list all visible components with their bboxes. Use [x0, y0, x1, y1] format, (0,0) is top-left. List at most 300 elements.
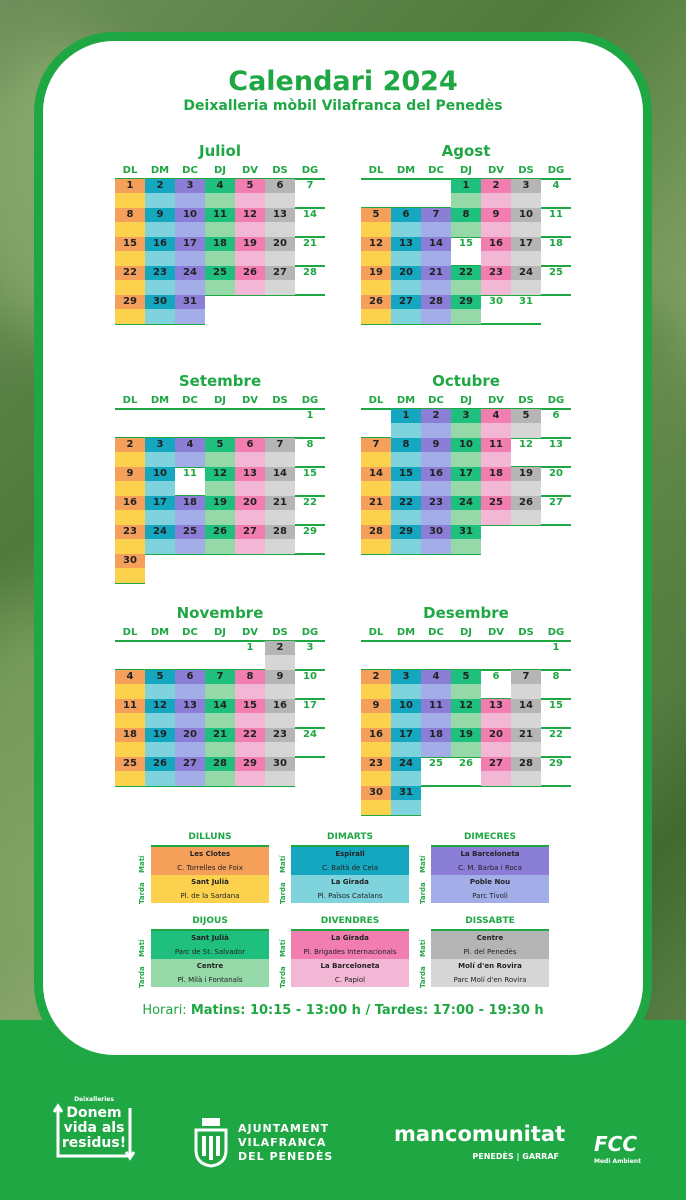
day-cell — [235, 496, 265, 525]
deixalleries-small-text: Deixalleries — [74, 1096, 114, 1103]
day-cell-bottom — [481, 713, 511, 728]
weekday-label: DM — [396, 395, 416, 406]
side-label-mati: Matí — [138, 939, 146, 957]
day-cell-bottom — [115, 481, 145, 496]
day-number: 31 — [459, 526, 473, 537]
day-cell — [541, 208, 571, 237]
day-number: 29 — [243, 758, 257, 769]
day-cell — [145, 237, 175, 266]
weekday-label: DS — [518, 165, 534, 176]
day-cell-bottom — [145, 280, 175, 295]
day-cell-bottom — [235, 713, 265, 728]
weekday-label: DL — [122, 627, 138, 638]
day-cell-bottom — [361, 800, 391, 815]
day-cell-bottom — [265, 510, 295, 525]
day-cell — [115, 554, 145, 583]
mancomunitat-sub-text: PENEDÈS | GARRAF — [472, 1152, 559, 1161]
day-cell — [145, 728, 175, 757]
day-number: 4 — [432, 671, 440, 682]
day-cell-bottom — [391, 510, 421, 525]
day-cell-bottom — [481, 771, 511, 786]
day-number: 28 — [369, 526, 383, 537]
weekday-label: DL — [122, 395, 138, 406]
day-cell-bottom — [481, 481, 511, 496]
day-cell — [421, 237, 451, 266]
day-cell — [481, 467, 511, 496]
day-number: 14 — [213, 700, 227, 711]
day-number: 16 — [153, 238, 167, 249]
day-cell — [175, 467, 205, 496]
day-cell — [175, 699, 205, 728]
day-cell — [451, 757, 481, 786]
day-cell — [361, 237, 391, 266]
deixalleries-big-text: Donem vida als residus! — [61, 1105, 127, 1151]
day-cell-bottom — [391, 423, 421, 438]
day-cell-bottom — [421, 539, 451, 554]
weekday-label: DV — [241, 627, 259, 638]
day-number: 15 — [399, 468, 413, 479]
side-label-mati: Matí — [419, 939, 427, 957]
day-cell-bottom — [175, 713, 205, 728]
day-number: 12 — [153, 700, 167, 711]
day-number: 28 — [303, 267, 317, 278]
day-cell-bottom — [235, 539, 265, 554]
day-number: 26 — [369, 296, 383, 307]
day-cell — [265, 266, 295, 295]
day-cell — [391, 467, 421, 496]
day-number: 29 — [459, 296, 473, 307]
day-cell-bottom — [115, 251, 145, 266]
day-cell-bottom — [391, 539, 421, 554]
day-cell — [511, 295, 541, 324]
day-number: 2 — [372, 671, 380, 682]
day-cell — [265, 237, 295, 266]
day-cell — [265, 757, 295, 786]
day-cell — [391, 699, 421, 728]
day-cell — [295, 208, 325, 237]
weekday-label: DL — [368, 165, 384, 176]
day-cell — [115, 670, 145, 699]
day-cell — [451, 438, 481, 467]
day-number: 28 — [213, 758, 227, 769]
day-cell — [115, 266, 145, 295]
day-cell — [145, 295, 175, 324]
day-cell — [511, 496, 541, 525]
ajuntament-logo — [190, 1116, 340, 1168]
day-number: 12 — [369, 238, 383, 249]
weekday-label: DM — [396, 165, 416, 176]
day-cell-bottom — [481, 251, 511, 266]
day-cell — [511, 467, 541, 496]
day-cell — [175, 757, 205, 786]
weekday-label: DC — [428, 165, 444, 176]
day-number: 5 — [156, 671, 164, 682]
day-number: 15 — [303, 468, 317, 479]
day-cell-bottom — [205, 481, 235, 496]
day-number: 11 — [429, 700, 443, 711]
day-number: 12 — [243, 209, 257, 220]
day-cell-bottom — [361, 309, 391, 324]
day-number: 24 — [153, 526, 167, 537]
ajuntament-text: AJUNTAMENT — [238, 1122, 330, 1135]
weekday-label: DM — [150, 627, 170, 638]
day-cell-bottom — [175, 771, 205, 786]
day-number: 20 — [489, 729, 503, 740]
day-number: 7 — [372, 439, 380, 450]
day-number: 10 — [153, 468, 167, 479]
day-cell-bottom — [361, 742, 391, 757]
day-number: 20 — [273, 238, 287, 249]
side-label-mati: Matí — [279, 855, 287, 873]
day-cell — [115, 496, 145, 525]
day-cell — [115, 699, 145, 728]
legend-afternoon-place: Sant Julià — [151, 875, 269, 889]
day-cell — [391, 438, 421, 467]
day-cell — [391, 757, 421, 786]
day-cell — [205, 438, 235, 467]
day-number: 15 — [123, 238, 137, 249]
day-number: 8 — [246, 671, 254, 682]
day-cell — [451, 179, 481, 208]
schedule-prefix: Horari: — [142, 1003, 187, 1018]
day-number: 9 — [126, 468, 134, 479]
day-number: 5 — [372, 209, 380, 220]
day-number: 27 — [243, 526, 257, 537]
day-cell — [295, 237, 325, 266]
day-number: 25 — [213, 267, 227, 278]
schedule-text: Matins: 10:15 - 13:00 h / Tardes: 17:00 - 19:30 h — [190, 1003, 544, 1018]
day-number: 10 — [459, 439, 473, 450]
weekday-label: DM — [150, 395, 170, 406]
legend-morning-address: C. Baltà de Cela — [291, 861, 409, 875]
day-number: 19 — [459, 729, 473, 740]
day-cell — [451, 467, 481, 496]
day-number: 3 — [306, 642, 314, 653]
day-number: 9 — [276, 671, 284, 682]
day-cell — [481, 699, 511, 728]
day-number: 10 — [303, 671, 317, 682]
day-cell — [295, 525, 325, 554]
day-cell-bottom — [265, 684, 295, 699]
day-cell-bottom — [361, 251, 391, 266]
day-cell-bottom — [361, 510, 391, 525]
day-cell — [481, 728, 511, 757]
day-cell — [511, 670, 541, 699]
day-cell-bottom — [175, 684, 205, 699]
day-number: 27 — [399, 296, 413, 307]
day-cell-bottom — [421, 452, 451, 467]
day-cell-bottom — [451, 222, 481, 237]
legend-afternoon-address: Parc Molí d'en Rovira — [431, 973, 549, 987]
day-number: 10 — [399, 700, 413, 711]
day-number: 8 — [462, 209, 470, 220]
day-number: 23 — [123, 526, 137, 537]
day-number: 21 — [519, 729, 533, 740]
day-cell-bottom — [175, 222, 205, 237]
day-number: 19 — [369, 267, 383, 278]
day-cell — [481, 757, 511, 786]
day-number: 22 — [399, 497, 413, 508]
day-cell — [511, 438, 541, 467]
day-cell — [205, 496, 235, 525]
day-cell-bottom — [361, 481, 391, 496]
day-cell-bottom — [175, 539, 205, 554]
day-cell-bottom — [145, 510, 175, 525]
day-number: 13 — [549, 439, 563, 450]
legend-morning-address: C. M. Barba i Roca — [431, 861, 549, 875]
day-cell — [295, 438, 325, 467]
day-cell-bottom — [265, 742, 295, 757]
day-number: 31 — [519, 296, 533, 307]
day-number: 3 — [156, 439, 164, 450]
weekday-label: DG — [547, 165, 565, 176]
day-number: 11 — [123, 700, 137, 711]
day-number: 15 — [459, 238, 473, 249]
mancomunitat-logo — [390, 1122, 565, 1168]
day-number: 16 — [123, 497, 137, 508]
day-number: 17 — [459, 468, 473, 479]
day-cell — [115, 237, 145, 266]
day-cell — [481, 670, 511, 699]
weekday-label: DS — [272, 395, 288, 406]
day-number: 22 — [123, 267, 137, 278]
day-cell-bottom — [235, 742, 265, 757]
fcc-logo — [592, 1132, 652, 1172]
day-cell — [541, 670, 571, 699]
day-number: 14 — [369, 468, 383, 479]
day-cell-bottom — [175, 309, 205, 324]
side-label-tarda: Tarda — [138, 882, 146, 904]
day-cell — [115, 525, 145, 554]
day-number: 2 — [492, 180, 500, 191]
day-number: 15 — [243, 700, 257, 711]
day-cell-bottom — [205, 539, 235, 554]
day-cell — [115, 295, 145, 324]
legend-afternoon-address: C. Papiol — [291, 973, 409, 987]
day-number: 21 — [429, 267, 443, 278]
weekday-label: DM — [150, 165, 170, 176]
weekday-label: DJ — [459, 165, 473, 176]
day-number: 13 — [273, 209, 287, 220]
day-number: 27 — [273, 267, 287, 278]
day-number: 12 — [459, 700, 473, 711]
day-number: 6 — [246, 439, 254, 450]
day-cell-bottom — [115, 452, 145, 467]
day-cell — [115, 208, 145, 237]
day-number: 27 — [489, 758, 503, 769]
day-cell — [511, 757, 541, 786]
day-number: 22 — [459, 267, 473, 278]
day-cell — [235, 179, 265, 208]
day-number: 5 — [462, 671, 470, 682]
side-label-mati: Matí — [279, 939, 287, 957]
day-cell — [205, 670, 235, 699]
day-cell-bottom — [391, 309, 421, 324]
day-cell — [481, 438, 511, 467]
day-number: 11 — [549, 209, 563, 220]
day-cell — [361, 295, 391, 324]
day-cell — [421, 670, 451, 699]
day-number: 5 — [522, 410, 530, 421]
coat-of-arms-icon — [190, 1116, 232, 1168]
day-number: 11 — [489, 439, 503, 450]
day-number: 29 — [399, 526, 413, 537]
legend-day-name: DIMECRES — [463, 832, 517, 842]
day-number: 6 — [492, 671, 500, 682]
day-number: 1 — [462, 180, 470, 191]
day-cell-bottom — [481, 452, 511, 467]
day-number: 8 — [126, 209, 134, 220]
day-number: 31 — [399, 787, 413, 798]
day-cell-bottom — [391, 684, 421, 699]
day-number: 18 — [183, 497, 197, 508]
weekday-label: DG — [301, 395, 319, 406]
day-cell-bottom — [391, 452, 421, 467]
day-cell — [541, 179, 571, 208]
vilafranca-text: VILAFRANCA — [238, 1136, 327, 1149]
day-cell-bottom — [451, 510, 481, 525]
legend-morning-address: Parc de St. Salvador — [151, 945, 269, 959]
day-cell — [205, 699, 235, 728]
day-cell — [421, 757, 451, 786]
day-number: 19 — [213, 497, 227, 508]
day-cell — [391, 409, 421, 438]
day-cell — [361, 786, 391, 815]
weekday-label: DS — [518, 395, 534, 406]
day-cell-bottom — [481, 742, 511, 757]
day-cell-bottom — [115, 222, 145, 237]
day-cell — [235, 757, 265, 786]
day-cell — [481, 208, 511, 237]
day-cell — [235, 670, 265, 699]
day-cell-bottom — [451, 309, 481, 324]
day-number: 7 — [216, 671, 224, 682]
day-cell — [265, 467, 295, 496]
day-cell — [295, 179, 325, 208]
day-cell — [391, 728, 421, 757]
day-cell-bottom — [481, 510, 511, 525]
day-cell — [145, 179, 175, 208]
day-number: 6 — [552, 410, 560, 421]
legend-morning-place: Sant Julià — [151, 931, 269, 945]
day-cell-bottom — [511, 742, 541, 757]
day-number: 23 — [369, 758, 383, 769]
day-number: 23 — [273, 729, 287, 740]
day-cell — [481, 295, 511, 324]
day-cell-bottom — [391, 800, 421, 815]
day-number: 6 — [276, 180, 284, 191]
legend-morning-place: La Barceloneta — [431, 847, 549, 861]
day-number: 13 — [399, 238, 413, 249]
day-cell — [451, 237, 481, 266]
day-cell-bottom — [265, 452, 295, 467]
day-number: 27 — [549, 497, 563, 508]
day-cell-bottom — [511, 222, 541, 237]
day-cell-bottom — [235, 771, 265, 786]
day-number: 26 — [519, 497, 533, 508]
day-cell — [541, 266, 571, 295]
legend-morning-address: Pl. Brigades Internacionals — [291, 945, 409, 959]
day-cell-bottom — [265, 280, 295, 295]
day-cell — [145, 525, 175, 554]
day-cell — [451, 409, 481, 438]
day-cell-bottom — [235, 193, 265, 208]
day-cell-bottom — [451, 684, 481, 699]
day-number: 20 — [549, 468, 563, 479]
day-number: 4 — [186, 439, 194, 450]
day-number: 1 — [126, 180, 134, 191]
day-cell-bottom — [205, 684, 235, 699]
day-cell-bottom — [115, 771, 145, 786]
day-cell — [361, 438, 391, 467]
day-number: 7 — [432, 209, 440, 220]
day-number: 14 — [303, 209, 317, 220]
day-number: 22 — [303, 497, 317, 508]
day-number: 14 — [429, 238, 443, 249]
day-number: 30 — [369, 787, 383, 798]
day-cell — [361, 525, 391, 554]
day-number: 25 — [429, 758, 443, 769]
day-number: 6 — [402, 209, 410, 220]
day-cell-bottom — [115, 713, 145, 728]
day-number: 17 — [153, 497, 167, 508]
day-cell-bottom — [265, 193, 295, 208]
weekday-label: DG — [301, 627, 319, 638]
side-label-tarda: Tarda — [419, 882, 427, 904]
day-number: 13 — [183, 700, 197, 711]
day-cell — [295, 699, 325, 728]
day-cell — [391, 208, 421, 237]
month-name: Setembre — [178, 372, 262, 390]
day-cell-bottom — [205, 452, 235, 467]
day-cell-bottom — [265, 539, 295, 554]
day-number: 2 — [432, 410, 440, 421]
legend-morning-place: La Girada — [291, 931, 409, 945]
day-cell — [421, 496, 451, 525]
day-number: 16 — [489, 238, 503, 249]
day-cell — [421, 467, 451, 496]
day-number: 4 — [216, 180, 224, 191]
day-cell-bottom — [175, 452, 205, 467]
day-cell — [421, 266, 451, 295]
day-cell-bottom — [175, 193, 205, 208]
day-cell-bottom — [391, 742, 421, 757]
day-number: 13 — [243, 468, 257, 479]
day-cell — [175, 179, 205, 208]
day-cell — [481, 496, 511, 525]
day-number: 24 — [303, 729, 317, 740]
weekday-label: DJ — [213, 165, 227, 176]
day-number: 17 — [303, 700, 317, 711]
day-number: 16 — [273, 700, 287, 711]
day-number: 17 — [183, 238, 197, 249]
day-cell — [295, 670, 325, 699]
day-cell — [541, 438, 571, 467]
day-cell — [451, 728, 481, 757]
fcc-sub-text: Medi Ambient — [594, 1158, 641, 1165]
day-number: 9 — [156, 209, 164, 220]
day-cell — [295, 409, 325, 438]
day-number: 20 — [399, 267, 413, 278]
day-cell — [265, 699, 295, 728]
row-divider — [115, 408, 325, 410]
day-cell — [391, 266, 421, 295]
day-cell-bottom — [391, 280, 421, 295]
day-number: 30 — [273, 758, 287, 769]
day-cell — [481, 237, 511, 266]
day-number: 3 — [402, 671, 410, 682]
weekday-label: DL — [122, 165, 138, 176]
